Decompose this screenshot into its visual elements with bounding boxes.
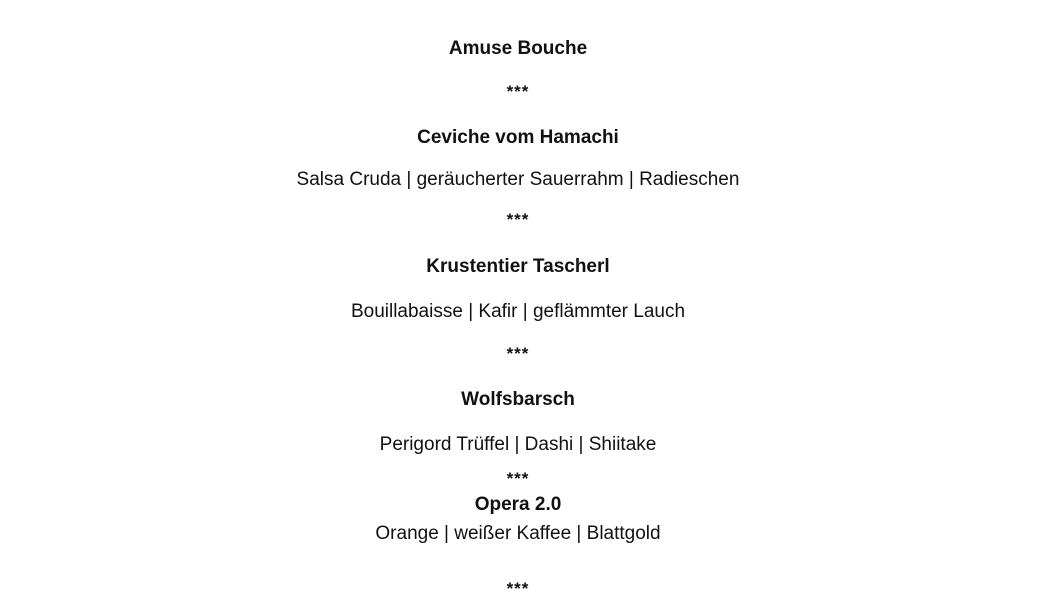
course-separator: *** — [506, 469, 530, 488]
course-separator: *** — [506, 210, 530, 229]
course-title-krustentier: Krustentier Tascherl — [426, 256, 610, 277]
course-separator: *** — [506, 579, 530, 598]
course-title-opera: Opera 2.0 — [474, 494, 562, 515]
course-separator: *** — [506, 344, 530, 363]
course-description-ceviche: Salsa Cruda | geräucherter Sauerrahm | Radieschen — [296, 169, 740, 190]
course-title-wolfsbarsch: Wolfsbarsch — [461, 389, 575, 410]
course-title-amuse-bouche: Amuse Bouche — [448, 38, 588, 59]
course-description-krustentier: Bouillabaisse | Kafir | geflämmter Lauch — [350, 301, 686, 322]
course-description-opera: Orange | weißer Kaffee | Blattgold — [375, 523, 661, 544]
course-title-ceviche: Ceviche vom Hamachi — [417, 127, 619, 148]
course-description-wolfsbarsch: Perigord Trüffel | Dashi | Shiitake — [379, 434, 657, 455]
course-separator: *** — [506, 82, 530, 101]
